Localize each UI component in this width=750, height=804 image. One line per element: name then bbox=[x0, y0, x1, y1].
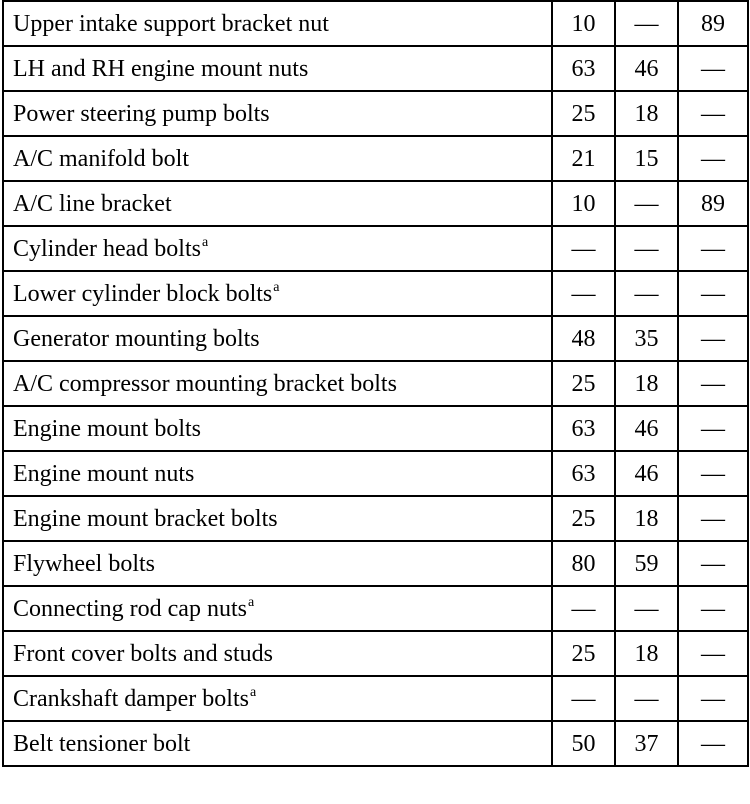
lbft-cell: 59 bbox=[615, 541, 678, 586]
lbft-cell: 15 bbox=[615, 136, 678, 181]
lbin-cell: — bbox=[678, 631, 748, 676]
table-row bbox=[3, 541, 748, 586]
nm-cell: 25 bbox=[552, 91, 615, 136]
table-row bbox=[3, 361, 748, 406]
table-row bbox=[3, 451, 748, 496]
lbin-cell: — bbox=[678, 271, 748, 316]
table-row bbox=[3, 46, 748, 91]
lbft-cell: — bbox=[615, 226, 678, 271]
table-body bbox=[3, 1, 748, 766]
table-row bbox=[3, 406, 748, 451]
lbin-cell: — bbox=[678, 136, 748, 181]
nm-cell: 50 bbox=[552, 721, 615, 766]
lbin-cell: — bbox=[678, 361, 748, 406]
description-text: Generator mounting bolts bbox=[13, 325, 260, 352]
table-row bbox=[3, 316, 748, 361]
description-cell bbox=[3, 46, 552, 91]
nm-cell: — bbox=[552, 271, 615, 316]
table-row bbox=[3, 721, 748, 766]
nm-cell: 63 bbox=[552, 451, 615, 496]
nm-cell: 63 bbox=[552, 406, 615, 451]
table-row bbox=[3, 91, 748, 136]
lbin-cell: — bbox=[678, 316, 748, 361]
description-text: Connecting rod cap nuts bbox=[13, 595, 247, 622]
nm-cell: 25 bbox=[552, 496, 615, 541]
description-text: Flywheel bolts bbox=[13, 550, 155, 577]
lbin-cell: — bbox=[678, 721, 748, 766]
lbin-cell: — bbox=[678, 541, 748, 586]
lbft-cell: — bbox=[615, 271, 678, 316]
lbin-cell: — bbox=[678, 406, 748, 451]
table-row bbox=[3, 496, 748, 541]
footnote-marker: a bbox=[201, 234, 209, 250]
nm-cell: 25 bbox=[552, 361, 615, 406]
lbft-cell: 46 bbox=[615, 406, 678, 451]
description-text: Cylinder head bolts bbox=[13, 235, 201, 262]
description-cell bbox=[3, 586, 552, 631]
lbft-cell: 18 bbox=[615, 91, 678, 136]
description-text: Engine mount nuts bbox=[13, 460, 195, 487]
table-row bbox=[3, 271, 748, 316]
lbft-cell: 37 bbox=[615, 721, 678, 766]
description-text: A/C manifold bolt bbox=[13, 145, 189, 172]
description-text: Engine mount bracket bolts bbox=[13, 505, 278, 532]
lbft-cell: — bbox=[615, 586, 678, 631]
description-cell bbox=[3, 631, 552, 676]
description-cell bbox=[3, 451, 552, 496]
description-text: Front cover bolts and studs bbox=[13, 640, 273, 667]
table-row bbox=[3, 136, 748, 181]
lbin-cell: — bbox=[678, 586, 748, 631]
description-cell bbox=[3, 316, 552, 361]
footnote-marker: a bbox=[247, 594, 255, 610]
lbin-cell: 89 bbox=[678, 181, 748, 226]
description-cell bbox=[3, 406, 552, 451]
table-row bbox=[3, 181, 748, 226]
lbin-cell: 89 bbox=[678, 1, 748, 46]
description-cell bbox=[3, 676, 552, 721]
description-text: LH and RH engine mount nuts bbox=[13, 55, 309, 82]
description-text: Belt tensioner bolt bbox=[13, 730, 191, 757]
lbin-cell: — bbox=[678, 46, 748, 91]
table-row bbox=[3, 676, 748, 721]
description-text: A/C line bracket bbox=[13, 190, 172, 217]
footnote-marker: a bbox=[249, 684, 257, 700]
lbft-cell: 46 bbox=[615, 46, 678, 91]
description-cell bbox=[3, 136, 552, 181]
lbft-cell: 18 bbox=[615, 631, 678, 676]
description-cell bbox=[3, 226, 552, 271]
table-row bbox=[3, 226, 748, 271]
torque-specification-table bbox=[2, 0, 749, 767]
lbft-cell: — bbox=[615, 181, 678, 226]
lbft-cell: 18 bbox=[615, 496, 678, 541]
description-cell bbox=[3, 271, 552, 316]
description-cell bbox=[3, 721, 552, 766]
lbft-cell: 18 bbox=[615, 361, 678, 406]
description-cell bbox=[3, 91, 552, 136]
lbft-cell: 46 bbox=[615, 451, 678, 496]
description-text: Engine mount bolts bbox=[13, 415, 201, 442]
description-text: Upper intake support bracket nut bbox=[13, 10, 329, 37]
description-cell bbox=[3, 496, 552, 541]
lbft-cell: 35 bbox=[615, 316, 678, 361]
nm-cell: — bbox=[552, 226, 615, 271]
description-text: Power steering pump bolts bbox=[13, 100, 270, 127]
lbft-cell: — bbox=[615, 1, 678, 46]
table-row bbox=[3, 631, 748, 676]
lbin-cell: — bbox=[678, 91, 748, 136]
description-text: Crankshaft damper bolts bbox=[13, 685, 249, 712]
description-cell bbox=[3, 361, 552, 406]
description-cell bbox=[3, 181, 552, 226]
lbin-cell: — bbox=[678, 676, 748, 721]
lbin-cell: — bbox=[678, 226, 748, 271]
lbft-cell: — bbox=[615, 676, 678, 721]
table-row bbox=[3, 586, 748, 631]
nm-cell: — bbox=[552, 586, 615, 631]
nm-cell: — bbox=[552, 676, 615, 721]
description-text: Lower cylinder block bolts bbox=[13, 280, 273, 307]
lbin-cell: — bbox=[678, 496, 748, 541]
description-cell bbox=[3, 541, 552, 586]
footnote-marker: a bbox=[273, 279, 280, 295]
nm-cell: 10 bbox=[552, 181, 615, 226]
nm-cell: 25 bbox=[552, 631, 615, 676]
nm-cell: 10 bbox=[552, 1, 615, 46]
lbin-cell: — bbox=[678, 451, 748, 496]
nm-cell: 21 bbox=[552, 136, 615, 181]
description-cell bbox=[3, 1, 552, 46]
description-text: A/C compressor mounting bracket bolts bbox=[13, 370, 397, 397]
nm-cell: 80 bbox=[552, 541, 615, 586]
table-row bbox=[3, 1, 748, 46]
nm-cell: 63 bbox=[552, 46, 615, 91]
nm-cell: 48 bbox=[552, 316, 615, 361]
